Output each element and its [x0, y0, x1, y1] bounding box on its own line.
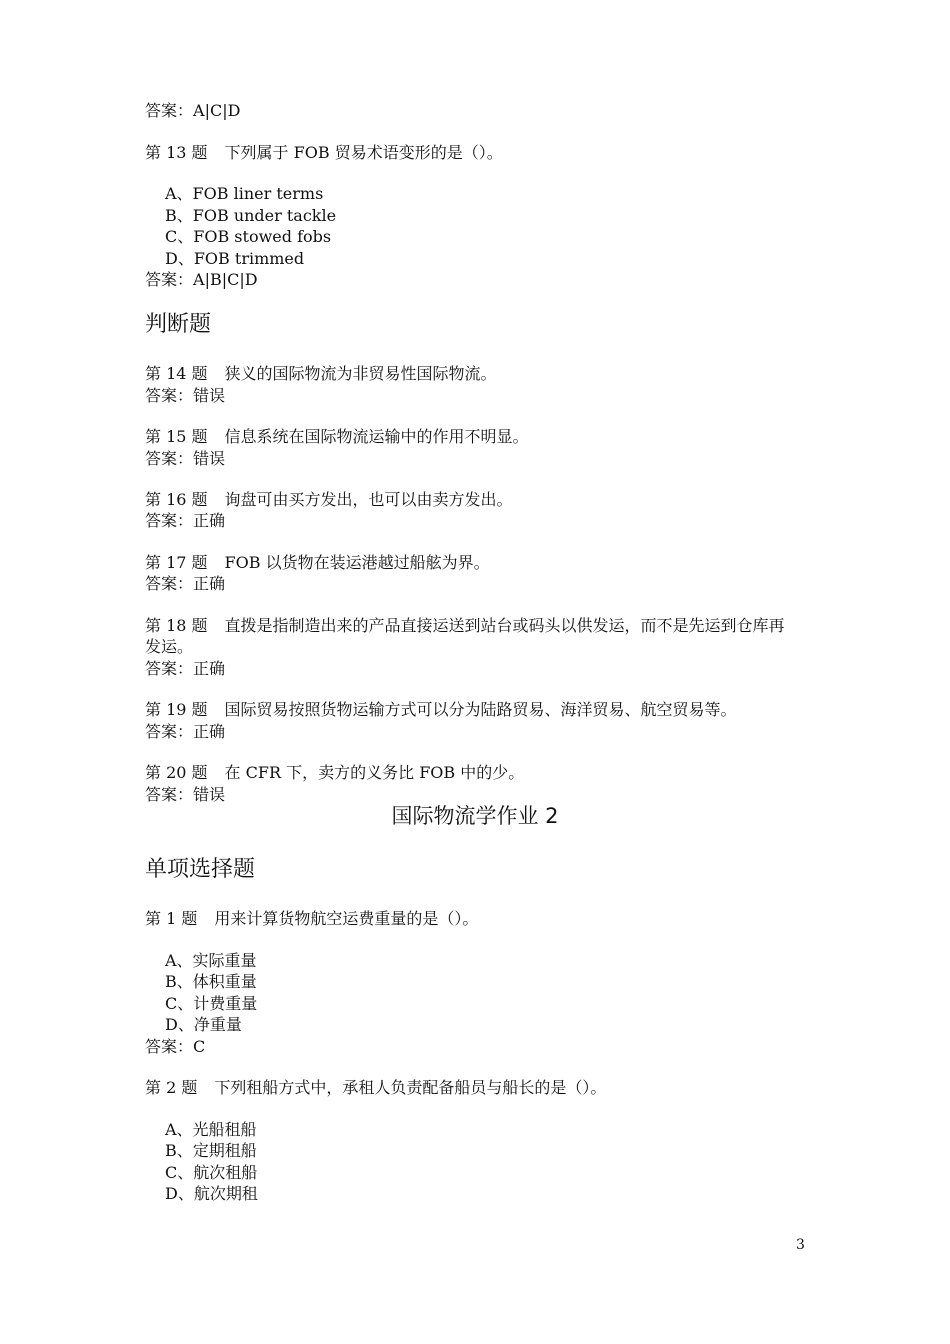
answer-label: 答案： — [145, 270, 194, 289]
answer-line — [145, 448, 225, 470]
answer-line — [145, 573, 225, 595]
question-text: 下列租船方式中，承租人负责配备船员与船长的是（）。 — [214, 1078, 607, 1097]
answer-line — [145, 721, 225, 743]
question-15 — [145, 426, 529, 448]
option-a: A、实际重量 — [165, 951, 257, 970]
question-number: 第 16 题 — [145, 490, 208, 509]
question-number: 第 19 题 — [145, 700, 208, 719]
question-text: 直拨是指制造出来的产品直接运送到站台或码头以供发运，而不是先运到仓库再 — [224, 616, 785, 635]
option-b: B、FOB under tackle — [165, 206, 337, 225]
question-text: 在 CFR 下，卖方的义务比 FOB 中的少。 — [224, 763, 525, 782]
answer-label: 答案： — [145, 101, 194, 120]
answer-line — [145, 1036, 205, 1058]
section-heading-single-choice: 单项选择题 — [145, 857, 256, 882]
question-20 — [145, 762, 524, 784]
question-text: 国际贸易按照货物运输方式可以分为陆路贸易、海洋贸易、航空贸易等。 — [224, 700, 737, 719]
option-a: A、光船租船 — [165, 1120, 257, 1139]
answer-value: 正确 — [193, 659, 226, 678]
question-19 — [145, 699, 737, 721]
question-13 — [145, 142, 503, 164]
question-text: 信息系统在国际物流运输中的作用不明显。 — [224, 427, 529, 446]
question-17 — [145, 552, 490, 574]
option-a: A、FOB liner terms — [165, 184, 324, 203]
answer-value: 正确 — [193, 511, 226, 530]
answer-value: C — [193, 1037, 206, 1056]
question-number: 第 20 题 — [145, 763, 208, 782]
answer-label: 答案： — [145, 659, 194, 678]
answer-label: 答案： — [145, 785, 194, 804]
question-text: 下列属于 FOB 贸易术语变形的是（）。 — [224, 143, 503, 162]
question-text: FOB 以货物在装运港越过船舷为界。 — [224, 553, 490, 572]
question-text: 用来计算货物航空运费重量的是（）。 — [214, 909, 479, 928]
answer-label: 答案： — [145, 449, 194, 468]
question-2 — [145, 1077, 606, 1099]
question-number: 第 15 题 — [145, 427, 208, 446]
question-number: 第 18 题 — [145, 616, 208, 635]
section-heading-judge: 判断题 — [145, 312, 212, 337]
answer-label: 答案： — [145, 722, 194, 741]
answer-label: 答案： — [145, 511, 194, 530]
option-c: C、计费重量 — [165, 994, 258, 1013]
answer-value: 正确 — [193, 722, 226, 741]
page-number: 3 — [796, 1237, 805, 1253]
option-d: D、净重量 — [165, 1015, 242, 1034]
question-text: 询盘可由买方发出，也可以由卖方发出。 — [224, 490, 513, 509]
option-b: B、定期租船 — [165, 1141, 257, 1160]
prev-answer-line — [145, 100, 240, 122]
option-c: C、FOB stowed fobs — [165, 227, 332, 246]
answer-value: 正确 — [193, 574, 226, 593]
question-number: 第 13 题 — [145, 143, 208, 162]
question-14 — [145, 363, 497, 385]
question-number: 第 17 题 — [145, 553, 208, 572]
answer-value: 错误 — [193, 449, 226, 468]
answer-line — [145, 658, 225, 680]
answer-line — [145, 385, 225, 407]
answer-label: 答案： — [145, 386, 194, 405]
answer-label: 答案： — [145, 574, 194, 593]
question-18-continuation: 发运。 — [145, 637, 194, 656]
answer-value: A|B|C|D — [193, 270, 258, 289]
answer-line — [145, 269, 258, 291]
option-d: D、FOB trimmed — [165, 249, 305, 268]
answer-label: 答案： — [145, 1037, 194, 1056]
answer-value: A|C|D — [193, 101, 241, 120]
question-16 — [145, 489, 513, 511]
option-c: C、航次租船 — [165, 1163, 258, 1182]
question-number: 第 14 题 — [145, 364, 208, 383]
answer-value: 错误 — [193, 785, 226, 804]
answer-line — [145, 510, 225, 532]
question-text: 狭义的国际物流为非贸易性国际物流。 — [224, 364, 497, 383]
question-1 — [145, 908, 478, 930]
question-number: 第 2 题 — [145, 1078, 198, 1097]
option-b: B、体积重量 — [165, 972, 257, 991]
homework-title: 国际物流学作业 2 — [391, 804, 559, 828]
question-number: 第 1 题 — [145, 909, 198, 928]
answer-value: 错误 — [193, 386, 226, 405]
question-18 — [145, 615, 785, 637]
option-d: D、航次期租 — [165, 1184, 258, 1203]
